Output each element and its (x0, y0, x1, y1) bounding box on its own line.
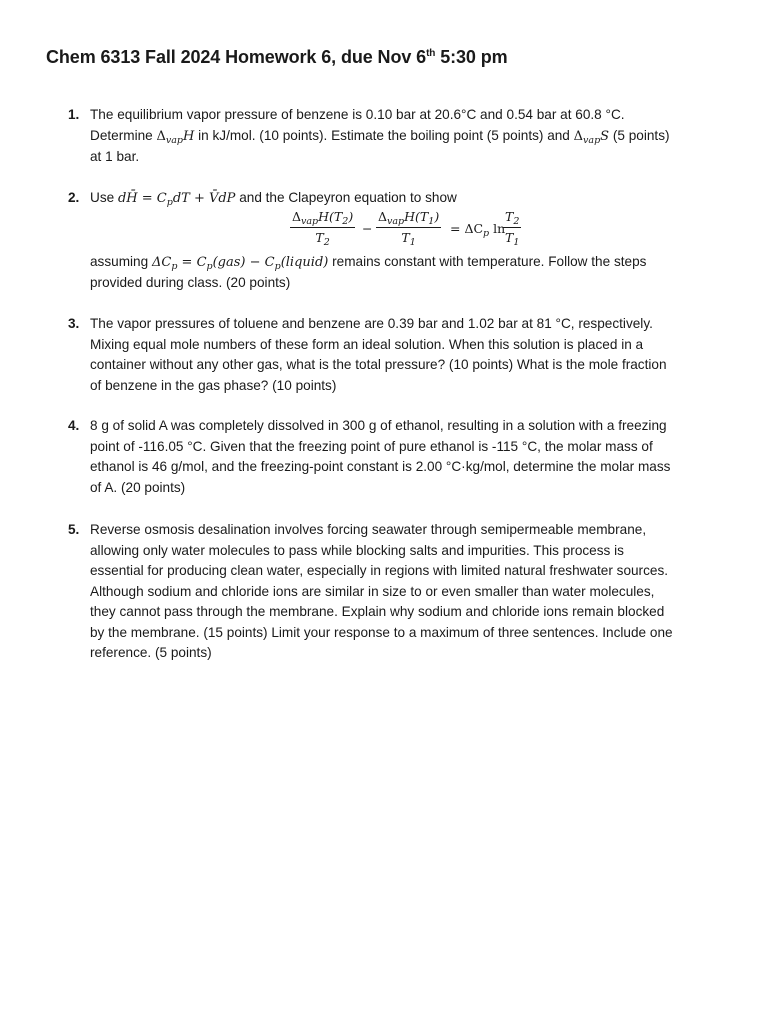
question-number: 2. (68, 190, 80, 205)
math-subscript: p (206, 261, 213, 272)
math-text: (liquid) (280, 255, 329, 270)
math-subscript: 1 (513, 237, 520, 248)
math-subscript: 2 (513, 216, 520, 227)
math-variable: H(T (318, 209, 343, 224)
fraction-denominator (503, 228, 521, 247)
question-body (90, 314, 726, 396)
math-delta-cp-expression (152, 255, 328, 270)
math-dh-expression (118, 191, 235, 206)
math-delta-vap-h (156, 129, 194, 144)
question-line: container without any other gas, what is the total pressure? (10 points) What is the mole fraction (90, 357, 667, 372)
question-line (90, 126, 726, 148)
question-body (90, 105, 726, 168)
math-subscript: 1 (409, 237, 416, 248)
question-number: 1. (68, 107, 80, 122)
question-number: 4. (68, 418, 80, 433)
math-subscript: 2 (342, 216, 349, 227)
math-symbol: Δ (378, 209, 388, 224)
title-tail: 5:30 pm (435, 47, 508, 67)
question-line: of A. (20 points) (90, 479, 186, 495)
question-line: essential for producing clean water, especially in regions with limited natural freshwater sources. (90, 563, 669, 578)
math-subscript: p (166, 197, 173, 208)
question-line: The equilibrium vapor pressure of benzene is 0.10 bar at 20.6°C and 0.54 bar at 60.8 °C. (90, 107, 625, 122)
question-line: Mixing equal mole numbers of these form an ideal solution. When this solution is placed in a (90, 336, 644, 352)
math-subscript: vap (387, 216, 405, 227)
math-variable: T (401, 230, 410, 245)
fraction-numerator (376, 208, 441, 228)
question-number: 5. (68, 522, 80, 537)
minus-operator: − (362, 221, 373, 236)
math-subscript: vap (583, 134, 601, 146)
text-run: Determine (90, 127, 157, 143)
question-line: they cannot pass through the membrane. Explain why sodium and chloride ions remain blocked (90, 604, 665, 619)
question-line: 8 g of solid A was completely dissolved in 300 g of ethanol, resulting in a solution with a freezing (90, 418, 667, 433)
fraction-2 (376, 208, 441, 247)
text-run: in kJ/mol. (10 points). Estimate the boiling point (5 points) and (194, 127, 574, 143)
equation-rhs (450, 221, 506, 239)
question-line: allowing only water molecules to pass while blocking salts and impurities. This process is (90, 542, 624, 558)
math-subscript: p (274, 261, 281, 272)
question-number: 3. (68, 316, 80, 331)
page-title (46, 47, 508, 68)
fraction-3 (503, 208, 521, 247)
question-line (90, 252, 730, 274)
question-line: Although sodium and chloride ions are similar in size to or even smaller than water molecules, (90, 583, 655, 599)
math-subscript: 1 (428, 216, 435, 227)
math-text: ) (348, 209, 354, 224)
math-symbol: Δ (292, 209, 302, 224)
math-text: ΔC (151, 255, 172, 270)
question-line: point of -116.05 °C. Given that the freezing point of pure ethanol is -115 °C, the molar mass of (90, 438, 653, 454)
question-body (90, 520, 726, 664)
math-symbol: Δ (156, 128, 166, 144)
question-line: of benzene in the gas phase? (10 points) (90, 377, 337, 393)
fraction-1 (290, 208, 355, 247)
math-function: ln (493, 221, 506, 236)
fraction-denominator (376, 228, 441, 247)
text-run: (5 points) (609, 127, 670, 143)
question-line: The vapor pressures of toluene and benzene are 0.39 bar and 1.02 bar at 81 °C, respectively. (90, 316, 653, 331)
math-variable: T (505, 230, 514, 245)
text-run: Use (90, 190, 118, 205)
math-text: (gas) − C (212, 255, 275, 270)
question-line (90, 188, 726, 210)
fraction-numerator (290, 208, 355, 228)
math-subscript: vap (165, 134, 183, 146)
math-variable: H(T (404, 209, 429, 224)
math-delta-vap-s (574, 129, 609, 144)
question-line: ethanol is 46 g/mol, and the freezing-point constant is 2.00 °C·kg/mol, determine the molar mass (90, 459, 671, 474)
question-line: at 1 bar. (90, 149, 140, 164)
math-variable: T (315, 230, 324, 245)
text-run: and the Clapeyron equation to show (235, 190, 457, 205)
math-symbol: Δ (573, 128, 584, 144)
title-main: Chem 6313 Fall 2024 Homework 6, due Nov 6 (46, 47, 427, 67)
math-subscript: p (171, 261, 178, 272)
math-text: = ΔC (450, 221, 484, 236)
text-run: assuming (90, 254, 152, 269)
question-line: reference. (5 points) (90, 645, 212, 660)
math-variable: S (600, 128, 610, 144)
math-subscript: 2 (323, 237, 330, 248)
question-body (90, 416, 726, 498)
math-text: dT + V̄dP (172, 191, 236, 206)
question-line: Reverse osmosis desalination involves forcing seawater through semipermeable membrane, (90, 522, 647, 537)
clapeyron-display-equation (290, 208, 530, 254)
title-superscript: th (426, 48, 436, 59)
math-subscript: p (483, 228, 490, 239)
text-run: remains constant with temperature. Follow the steps (328, 254, 647, 269)
fraction-denominator (290, 228, 355, 247)
math-text: ) (434, 209, 440, 224)
math-subscript: vap (301, 216, 319, 227)
math-text: dH̄ = C (117, 191, 167, 206)
question-line: by the membrane. (15 points) Limit your response to a maximum of three sentences. Include one (90, 624, 673, 640)
fraction-numerator (503, 208, 521, 228)
question-line: provided during class. (20 points) (90, 274, 291, 290)
math-variable: H (183, 128, 195, 144)
math-text: = C (177, 255, 207, 270)
math-variable: T (505, 209, 514, 224)
